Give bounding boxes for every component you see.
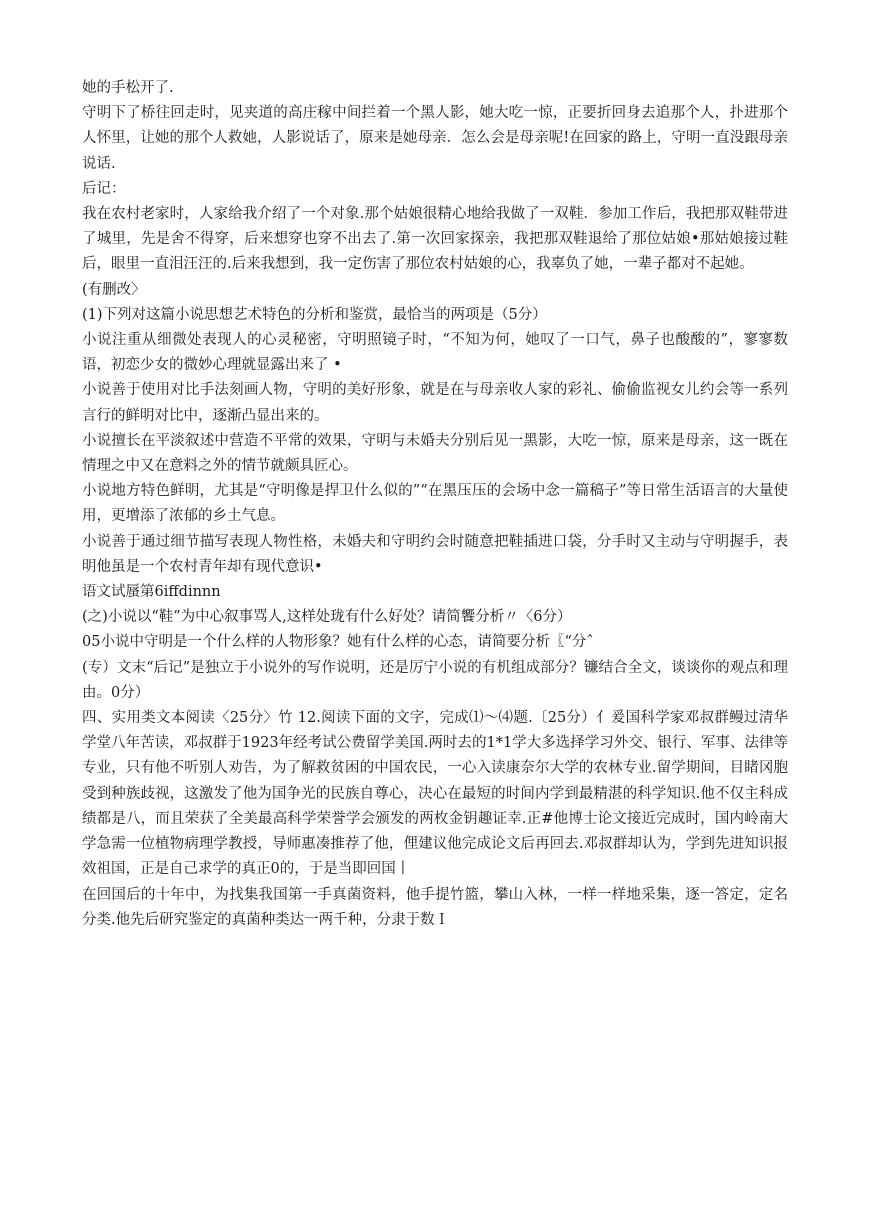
question-1-option: 小说善于使用对比手法刻画人物，守明的美好形象，就是在与母亲收人家的彩礼、偷偷监视女儿约会等一系列言行的鲜明对比中，逐渐凸显出来的。 (82, 382, 788, 424)
story-paragraph: 守明下了桥往回走时，见夹道的高庄稼中间拦着一个黑人影，她大吃一惊，正要折回身去追那个人，扑进那个人怀里，让她的那个人救她，人影说话了，原来是她母亲．怎么会是母亲呢!在回家的路上，守明一直没跟母亲说话. (82, 105, 788, 172)
question-1-option: 小说地方特色鲜明，尤其是“守明像是捍卫什么似的”“在黑压压的会场中念一篇稿子”等日常生活语言的大量使用，更增添了浓郁的乡土气息。 (82, 483, 788, 525)
question-1-option: 小说擅长在平淡叙述中营造不平常的效果，守明与未婚夫分别后见一黑影，大吃一惊，原来是母亲，这一既在情理之中又在意料之外的情节就颇具匠心。 (82, 432, 788, 475)
question-2: (之)小说以“鞋”为中心叙事骂人,这样处珑有什么好处？请简饗分析〃〈6分） (82, 609, 572, 626)
story-ending-paragraph: 她的手松开了. (82, 80, 174, 96)
section-four-paragraph: 四、实用类文本阅读〈25分〉竹 12.阅读下面的文字，完成⑴〜⑷题.〔25分）亻爰国科学家邓叔群鳗过清华学堂八年苦读，邓叔群于1923年经考试公费留学美国.两时去的1*1学大多选择学习外交、银行、军事、法律等专业，只有他不听别人劝告，为了解救贫困的中国农民，一心入读康奈尔大学的农林专业.留学期间，目睹冈胞受到种族歧视，这激发了他为国争光的民族自尊心，决心在最短的时间内学到最精湛的科学知识.他不仅主科成绩都是八，而且荣获了全美最高科学荣誉学会颁发的两枚金钥趣证幸.正#他博士论文接近完成时，国内岭南大学急需一位植物病理学教授，导师惠凑推荐了他，俚建议他完成论文后再回去.邓叔群却认为，学到先进知识报效祖国，正是自己求学的真正0的，于是当即回国丨 (82, 710, 788, 878)
abridged-note: (有删改〉 (82, 281, 146, 298)
section-four-continuation: 在回国后的十年中，为找集我国第一手真菌资料，他手提竹篮，攀山入林，一样一样地采集，逐一答定，定名分类.他先后研究鉴定的真菌种类达一两千种，分隶于数Ｉ (82, 886, 788, 928)
afterword-paragraph: 我在农村老家时，人家给我介绍了一个对象.那个姑娘很精心地给我做了一双鞋．参加工作后，我把那双鞋带进了城里，先是舍不得穿，后来想穿也穿不出去了.第一次回家探亲，我把那双鞋退给了那位姑娘•那姑娘接过鞋后，眼里一直泪汪汪的.后来我想到，我一定伤害了那位农村姑娘的心，我辜负了她，一辈子都对不起她。 (82, 206, 788, 273)
page-footer-text: 语文试蜃第6iffdinnn (82, 584, 221, 601)
document-body (82, 76, 788, 933)
afterword-heading: 后记： (82, 180, 126, 197)
question-1-stem: (1)下列对这篇小说思想艺术特色的分析和鉴赏，最恰当的两项是（5分） (82, 306, 547, 323)
question-4: (专）文末“后记”是独立于小说外的写作说明，还是厉宁小说的有机组成部分？镰结合全文，谈谈你的观点和理由。0分） (82, 659, 788, 701)
question-1-option: 小说注重从细微处表现人的心灵秘密，守明照镜子时，“不知为何，她叹了一口气，鼻子也酸酸的”，寥寥数语，初恋少女的微妙心理就显露出来了 • (82, 332, 788, 374)
question-1-option: 小说善于通过细节描写表现人物性格，未婚夫和守明约会时随意把鞋插进口袋，分手时又主动与守明握手，表明他虽是一个农村青年却有现代意识• (82, 533, 788, 575)
question-3: 05小说中守明是一个什么样的人物形象？她有什么样的心态，请简要分析〖“分ˆ (82, 634, 594, 651)
